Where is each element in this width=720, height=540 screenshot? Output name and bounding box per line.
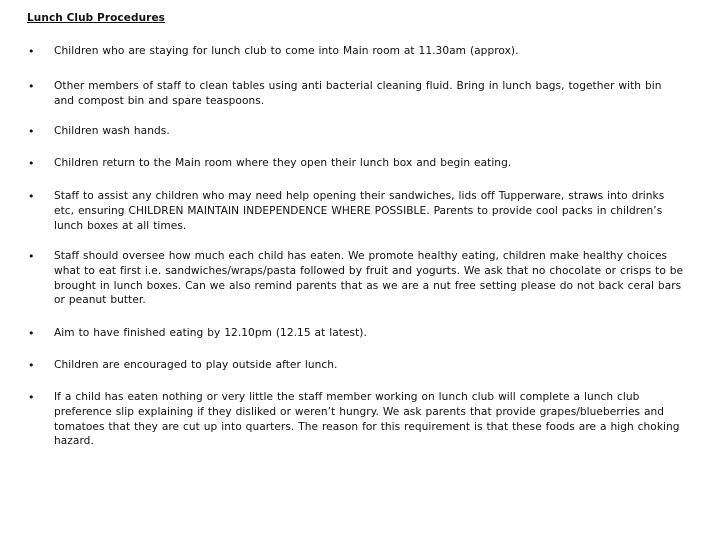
list-item-text: If a child has eaten nothing or very little the staff member working on lunch club will complete a lunch club preference slip explaining if they disliked or weren’t hungry. We ask parents that provide grapes/blueberries and tomatoes that they are cut up into quarters. The reason for this requirement is that these foods are a high choking hazard. — [54, 391, 680, 448]
bullet-icon: • — [28, 125, 35, 138]
bullet-icon: • — [28, 327, 35, 340]
document-title: Lunch Club Procedures — [27, 12, 166, 24]
bullet-icon: • — [28, 157, 35, 170]
list-item-text: Aim to have finished eating by 12.10pm (12.15 at latest). — [54, 327, 367, 339]
list-item-text: Children are encouraged to play outside after lunch. — [54, 359, 338, 371]
list-item-text: Children who are staying for lunch club to come into Main room at 11.30am (approx). — [54, 45, 519, 57]
bullet-icon: • — [28, 250, 35, 263]
bullet-icon: • — [28, 359, 35, 372]
bullet-icon: • — [28, 80, 35, 93]
list-item-text: Children return to the Main room where they open their lunch box and begin eating. — [54, 157, 512, 169]
bullet-icon: • — [28, 190, 35, 203]
bullet-icon: • — [28, 391, 35, 404]
list-item-text: Staff should oversee how much each child has eaten. We promote healthy eating, children make healthy choices what to eat first i.e. sandwiches/wraps/pasta followed by fruit and yogurts. We ask that no chocolate or crisps to be brought in lunch boxes. Can we also remind parents that as we are a nut free setting please do not back ceral bars or peanut butter. — [54, 250, 684, 307]
bullet-icon: • — [28, 45, 35, 58]
list-item-text: Children wash hands. — [54, 125, 170, 137]
list-item-text: Staff to assist any children who may need help opening their sandwiches, lids off Tupperware, straws into drinks etc, ensuring CHILDREN MAINTAIN INDEPENDENCE WHERE POSSIBLE. Parents to provide cool packs in children’s lunch boxes at all times. — [54, 190, 665, 232]
list-item-text: Other members of staff to clean tables using anti bacterial cleaning fluid. Bring in lunch bags, together with bin and compost bin and spare teaspoons. — [54, 80, 662, 107]
